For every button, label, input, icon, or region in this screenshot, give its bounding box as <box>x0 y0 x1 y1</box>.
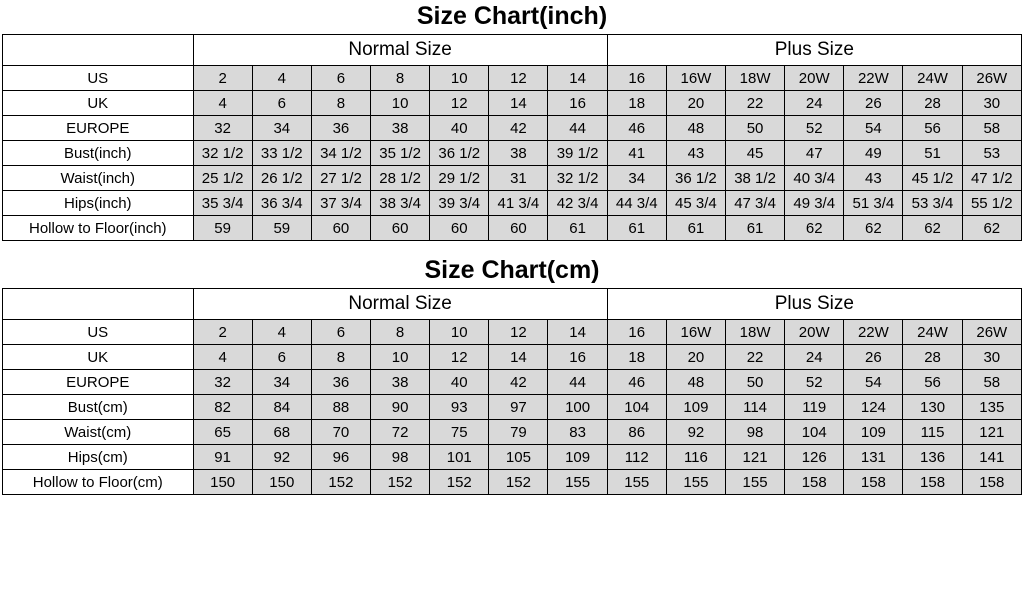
table-cell: 16W <box>666 320 725 345</box>
table-cell: 28 <box>903 345 962 370</box>
table-cell: 59 <box>252 216 311 241</box>
table-cell: 2 <box>193 66 252 91</box>
table-cell: 131 <box>844 445 903 470</box>
table-cell: 61 <box>725 216 784 241</box>
table-cell: 36 1/2 <box>666 166 725 191</box>
table-cell: 61 <box>666 216 725 241</box>
table-cell: 36 <box>311 370 370 395</box>
table-cell: 56 <box>903 370 962 395</box>
table-cell: 20W <box>785 320 844 345</box>
table-cell: 22W <box>844 66 903 91</box>
table-cell: 16W <box>666 66 725 91</box>
group-header-row <box>3 289 1022 320</box>
table-cell: 4 <box>252 66 311 91</box>
table-cell: 114 <box>725 395 784 420</box>
table-cell: 58 <box>962 370 1021 395</box>
table-cell: 35 3/4 <box>193 191 252 216</box>
table-cell: 22 <box>725 91 784 116</box>
table-cell: 6 <box>252 91 311 116</box>
table-cell: 33 1/2 <box>252 141 311 166</box>
size-table <box>2 288 1022 495</box>
table-row <box>3 191 1022 216</box>
table-cell: 93 <box>430 395 489 420</box>
table-cell: 12 <box>489 320 548 345</box>
table-cell: 58 <box>962 116 1021 141</box>
chart-spacer <box>0 241 1024 254</box>
table-cell: 158 <box>962 470 1021 495</box>
table-cell: 6 <box>311 66 370 91</box>
table-cell: 48 <box>666 116 725 141</box>
size-table <box>2 34 1022 241</box>
table-cell: 54 <box>844 370 903 395</box>
group-header-plus: Plus Size <box>607 35 1021 66</box>
table-cell: 62 <box>903 216 962 241</box>
table-cell: 158 <box>785 470 844 495</box>
table-cell: 42 <box>489 370 548 395</box>
table-row <box>3 470 1022 495</box>
table-cell: 83 <box>548 420 607 445</box>
table-cell: 12 <box>489 66 548 91</box>
group-header-normal: Normal Size <box>193 289 607 320</box>
group-header-row <box>3 35 1022 66</box>
table-cell: 52 <box>785 116 844 141</box>
table-cell: 44 <box>548 116 607 141</box>
table-cell: 4 <box>252 320 311 345</box>
table-cell: 98 <box>371 445 430 470</box>
table-cell: 43 <box>666 141 725 166</box>
table-cell: 36 1/2 <box>430 141 489 166</box>
table-cell: 12 <box>430 345 489 370</box>
table-cell: 22W <box>844 320 903 345</box>
group-header-normal: Normal Size <box>193 35 607 66</box>
table-cell: 97 <box>489 395 548 420</box>
table-cell: 41 3/4 <box>489 191 548 216</box>
table-cell: 25 1/2 <box>193 166 252 191</box>
table-cell: 26W <box>962 320 1021 345</box>
table-cell: 53 3/4 <box>903 191 962 216</box>
row-label: Waist(cm) <box>3 420 194 445</box>
table-cell: 158 <box>844 470 903 495</box>
table-row <box>3 445 1022 470</box>
table-cell: 16 <box>548 91 607 116</box>
row-label: EUROPE <box>3 370 194 395</box>
table-cell: 34 <box>252 116 311 141</box>
table-cell: 40 <box>430 116 489 141</box>
table-cell: 72 <box>371 420 430 445</box>
table-cell: 96 <box>311 445 370 470</box>
table-cell: 65 <box>193 420 252 445</box>
table-cell: 14 <box>489 345 548 370</box>
size-chart-block <box>0 0 1024 241</box>
table-cell: 45 3/4 <box>666 191 725 216</box>
row-label: EUROPE <box>3 116 194 141</box>
table-cell: 46 <box>607 370 666 395</box>
table-cell: 45 1/2 <box>903 166 962 191</box>
table-cell: 104 <box>785 420 844 445</box>
table-row <box>3 216 1022 241</box>
corner-cell <box>3 289 194 320</box>
table-cell: 16 <box>548 345 607 370</box>
table-cell: 8 <box>311 345 370 370</box>
table-row <box>3 370 1022 395</box>
table-cell: 32 <box>193 116 252 141</box>
table-cell: 82 <box>193 395 252 420</box>
table-cell: 68 <box>252 420 311 445</box>
table-cell: 98 <box>725 420 784 445</box>
table-cell: 27 1/2 <box>311 166 370 191</box>
table-cell: 51 3/4 <box>844 191 903 216</box>
table-cell: 26W <box>962 66 1021 91</box>
table-cell: 60 <box>371 216 430 241</box>
table-cell: 38 1/2 <box>725 166 784 191</box>
table-cell: 47 3/4 <box>725 191 784 216</box>
table-cell: 109 <box>666 395 725 420</box>
table-cell: 43 <box>844 166 903 191</box>
table-cell: 30 <box>962 91 1021 116</box>
table-cell: 84 <box>252 395 311 420</box>
table-cell: 14 <box>548 320 607 345</box>
table-cell: 70 <box>311 420 370 445</box>
table-cell: 18 <box>607 345 666 370</box>
table-cell: 121 <box>962 420 1021 445</box>
table-cell: 92 <box>252 445 311 470</box>
table-cell: 124 <box>844 395 903 420</box>
row-label: US <box>3 320 194 345</box>
table-cell: 100 <box>548 395 607 420</box>
table-cell: 92 <box>666 420 725 445</box>
table-cell: 104 <box>607 395 666 420</box>
table-cell: 86 <box>607 420 666 445</box>
table-cell: 60 <box>489 216 548 241</box>
table-row <box>3 66 1022 91</box>
table-cell: 8 <box>311 91 370 116</box>
table-cell: 49 <box>844 141 903 166</box>
table-cell: 158 <box>903 470 962 495</box>
row-label: Bust(inch) <box>3 141 194 166</box>
table-cell: 47 <box>785 141 844 166</box>
table-cell: 16 <box>607 320 666 345</box>
table-cell: 6 <box>311 320 370 345</box>
table-cell: 44 <box>548 370 607 395</box>
table-cell: 10 <box>371 91 430 116</box>
table-cell: 150 <box>252 470 311 495</box>
table-cell: 32 1/2 <box>193 141 252 166</box>
table-cell: 46 <box>607 116 666 141</box>
table-cell: 90 <box>371 395 430 420</box>
table-cell: 14 <box>489 91 548 116</box>
table-cell: 152 <box>311 470 370 495</box>
table-row <box>3 116 1022 141</box>
table-cell: 49 3/4 <box>785 191 844 216</box>
table-cell: 18 <box>607 91 666 116</box>
table-cell: 112 <box>607 445 666 470</box>
table-cell: 36 3/4 <box>252 191 311 216</box>
table-cell: 47 1/2 <box>962 166 1021 191</box>
table-cell: 135 <box>962 395 1021 420</box>
table-cell: 30 <box>962 345 1021 370</box>
table-cell: 79 <box>489 420 548 445</box>
row-label: Hollow to Floor(inch) <box>3 216 194 241</box>
table-cell: 16 <box>607 66 666 91</box>
table-cell: 34 <box>252 370 311 395</box>
table-cell: 119 <box>785 395 844 420</box>
table-cell: 4 <box>193 345 252 370</box>
table-cell: 24 <box>785 91 844 116</box>
table-cell: 2 <box>193 320 252 345</box>
table-cell: 50 <box>725 370 784 395</box>
table-cell: 152 <box>489 470 548 495</box>
table-cell: 155 <box>666 470 725 495</box>
row-label: Hips(inch) <box>3 191 194 216</box>
table-cell: 22 <box>725 345 784 370</box>
row-label: Hips(cm) <box>3 445 194 470</box>
table-cell: 91 <box>193 445 252 470</box>
table-cell: 10 <box>371 345 430 370</box>
table-cell: 130 <box>903 395 962 420</box>
table-cell: 44 3/4 <box>607 191 666 216</box>
row-label: Waist(inch) <box>3 166 194 191</box>
table-cell: 34 <box>607 166 666 191</box>
table-cell: 61 <box>607 216 666 241</box>
table-cell: 126 <box>785 445 844 470</box>
table-cell: 14 <box>548 66 607 91</box>
table-cell: 136 <box>903 445 962 470</box>
table-cell: 40 <box>430 370 489 395</box>
table-cell: 116 <box>666 445 725 470</box>
table-row <box>3 395 1022 420</box>
table-cell: 54 <box>844 116 903 141</box>
table-cell: 24W <box>903 320 962 345</box>
table-cell: 37 3/4 <box>311 191 370 216</box>
size-chart-block <box>0 254 1024 495</box>
table-cell: 28 <box>903 91 962 116</box>
table-cell: 42 3/4 <box>548 191 607 216</box>
table-cell: 31 <box>489 166 548 191</box>
row-label: UK <box>3 91 194 116</box>
table-cell: 32 <box>193 370 252 395</box>
table-cell: 62 <box>962 216 1021 241</box>
table-cell: 20 <box>666 91 725 116</box>
table-cell: 41 <box>607 141 666 166</box>
row-label: US <box>3 66 194 91</box>
table-cell: 152 <box>371 470 430 495</box>
table-cell: 24W <box>903 66 962 91</box>
table-cell: 8 <box>371 66 430 91</box>
table-cell: 115 <box>903 420 962 445</box>
table-cell: 24 <box>785 345 844 370</box>
table-cell: 52 <box>785 370 844 395</box>
table-cell: 20 <box>666 345 725 370</box>
table-row <box>3 345 1022 370</box>
chart-title: Size Chart(cm) <box>424 256 600 284</box>
table-cell: 60 <box>311 216 370 241</box>
table-cell: 35 1/2 <box>371 141 430 166</box>
table-cell: 38 3/4 <box>371 191 430 216</box>
table-cell: 42 <box>489 116 548 141</box>
table-cell: 18W <box>725 320 784 345</box>
table-cell: 88 <box>311 395 370 420</box>
table-cell: 20W <box>785 66 844 91</box>
table-row <box>3 166 1022 191</box>
table-row <box>3 141 1022 166</box>
table-row <box>3 91 1022 116</box>
table-cell: 105 <box>489 445 548 470</box>
table-cell: 141 <box>962 445 1021 470</box>
table-cell: 26 <box>844 345 903 370</box>
table-row <box>3 320 1022 345</box>
table-cell: 6 <box>252 345 311 370</box>
table-cell: 62 <box>785 216 844 241</box>
chart-title: Size Chart(inch) <box>416 2 608 30</box>
table-cell: 101 <box>430 445 489 470</box>
row-label: Bust(cm) <box>3 395 194 420</box>
table-cell: 26 <box>844 91 903 116</box>
table-cell: 50 <box>725 116 784 141</box>
table-cell: 62 <box>844 216 903 241</box>
table-cell: 36 <box>311 116 370 141</box>
table-cell: 150 <box>193 470 252 495</box>
table-cell: 39 3/4 <box>430 191 489 216</box>
table-cell: 155 <box>725 470 784 495</box>
table-cell: 10 <box>430 66 489 91</box>
row-label: Hollow to Floor(cm) <box>3 470 194 495</box>
table-cell: 155 <box>548 470 607 495</box>
table-cell: 39 1/2 <box>548 141 607 166</box>
table-cell: 59 <box>193 216 252 241</box>
table-cell: 45 <box>725 141 784 166</box>
table-cell: 109 <box>548 445 607 470</box>
table-cell: 12 <box>430 91 489 116</box>
table-cell: 152 <box>430 470 489 495</box>
table-cell: 56 <box>903 116 962 141</box>
table-cell: 10 <box>430 320 489 345</box>
table-cell: 155 <box>607 470 666 495</box>
table-cell: 29 1/2 <box>430 166 489 191</box>
table-cell: 26 1/2 <box>252 166 311 191</box>
table-cell: 32 1/2 <box>548 166 607 191</box>
row-label: UK <box>3 345 194 370</box>
table-cell: 51 <box>903 141 962 166</box>
table-cell: 75 <box>430 420 489 445</box>
table-cell: 53 <box>962 141 1021 166</box>
table-cell: 40 3/4 <box>785 166 844 191</box>
table-cell: 34 1/2 <box>311 141 370 166</box>
table-cell: 109 <box>844 420 903 445</box>
table-cell: 61 <box>548 216 607 241</box>
table-cell: 38 <box>371 370 430 395</box>
table-row <box>3 420 1022 445</box>
table-cell: 48 <box>666 370 725 395</box>
table-cell: 55 1/2 <box>962 191 1021 216</box>
table-cell: 38 <box>371 116 430 141</box>
group-header-plus: Plus Size <box>607 289 1021 320</box>
table-cell: 38 <box>489 141 548 166</box>
corner-cell <box>3 35 194 66</box>
table-cell: 4 <box>193 91 252 116</box>
table-cell: 60 <box>430 216 489 241</box>
table-cell: 8 <box>371 320 430 345</box>
table-cell: 18W <box>725 66 784 91</box>
table-cell: 121 <box>725 445 784 470</box>
table-cell: 28 1/2 <box>371 166 430 191</box>
